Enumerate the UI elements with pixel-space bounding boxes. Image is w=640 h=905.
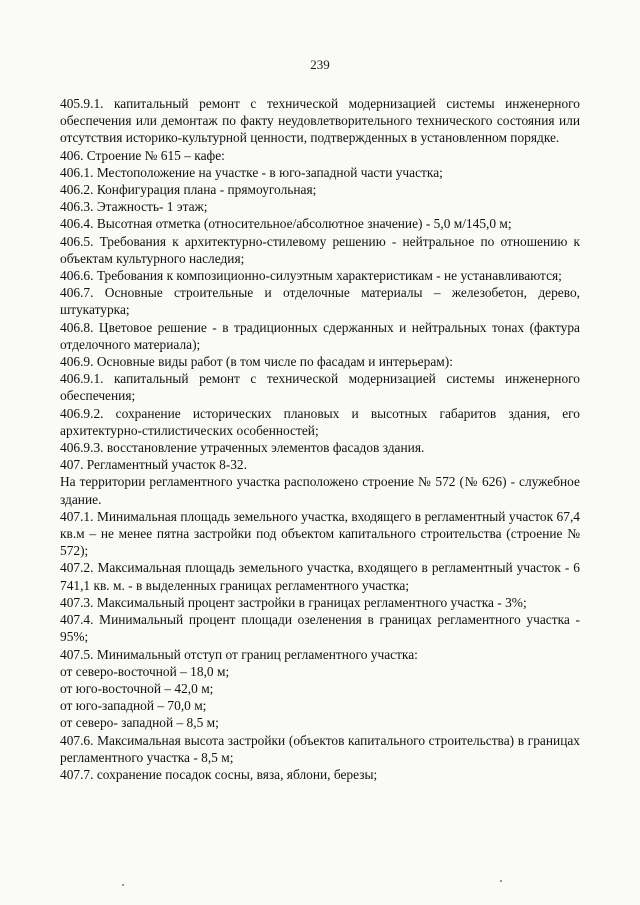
paragraph: от северо- западной – 8,5 м; xyxy=(60,715,219,731)
paragraph: 407.6. Максимальная высота застройки (объектов капитального строительства) в границах регламентного участка - 8,5 м; xyxy=(60,732,580,765)
scan-speck xyxy=(500,880,502,882)
paragraph: 407.3. Максимальный процент застройки в границах регламентного участка - 3%; xyxy=(60,594,527,610)
document-body xyxy=(60,95,580,783)
paragraph: 406.1. Местоположение на участке - в юго-западной части участка; xyxy=(60,164,443,180)
paragraph: На территории регламентного участка расположено строение № 572 (№ 626) - служебное здание. xyxy=(60,474,580,507)
paragraph: 406.4. Высотная отметка (относительное/абсолютное значение) - 5,0 м/145,0 м; xyxy=(60,216,512,232)
paragraph: от юго-восточной – 42,0 м; xyxy=(60,680,214,696)
paragraph: 407.7. сохранение посадок сосны, вяза, яблони, березы; xyxy=(60,766,378,782)
paragraph: 406. Строение № 615 – кафе: xyxy=(60,147,225,163)
page-number: 239 xyxy=(310,57,330,72)
paragraph: 406.8. Цветовое решение - в традиционных сдержанных и нейтральных тонах (фактура отделочного материала); xyxy=(60,319,580,352)
paragraph: 407.1. Минимальная площадь земельного участка, входящего в регламентный участок 67,4 кв.м – не менее пятна застройки под объектом капитального строительства (строение № 572); xyxy=(60,508,580,559)
paragraph: 406.9.3. восстановление утраченных элементов фасадов здания. xyxy=(60,440,425,456)
paragraph: 407. Регламентный участок 8-32. xyxy=(60,457,247,473)
paragraph: 406.9.2. сохранение исторических плановых и высотных габаритов здания, его архитектурно-стилистических особенностей; xyxy=(60,405,580,438)
paragraph: 407.2. Максимальная площадь земельного участка, входящего в регламентный участок - 6 741,1 кв. м. - в выделенных границах регламентного участка; xyxy=(60,560,580,593)
scan-speck xyxy=(122,884,124,886)
paragraph: 406.3. Этажность- 1 этаж; xyxy=(60,199,208,215)
paragraph: 406.9. Основные виды работ (в том числе по фасадам и интерьерам): xyxy=(60,354,453,370)
paragraph: 406.6. Требования к композиционно-силуэтным характеристикам - не устанавливаются; xyxy=(60,268,562,284)
paragraph: от юго-западной – 70,0 м; xyxy=(60,698,207,714)
paragraph: 405.9.1. капитальный ремонт с технической модернизацией системы инженерного обеспечения или демонтаж по факту неудовлетворительного технического состояния или отсутствия историко-культурной ценности, подтвержденных в установленном порядке. xyxy=(60,96,580,146)
paragraph: 407.5. Минимальный отступ от границ регламентного участка: xyxy=(60,646,418,662)
paragraph: 406.5. Требования к архитектурно-стилевому решению - нейтральное по отношению к объектам культурного наследия; xyxy=(60,233,580,266)
paragraph: 406.9.1. капитальный ремонт с технической модернизацией системы инженерного обеспечения; xyxy=(60,371,580,404)
paragraph: от северо-восточной – 18,0 м; xyxy=(60,663,230,679)
paragraph: 406.2. Конфигурация плана - прямоугольная; xyxy=(60,182,317,198)
paragraph: 406.7. Основные строительные и отделочные материалы – железобетон, дерево, штукатурка; xyxy=(60,285,580,318)
paragraph: 407.4. Минимальный процент площади озеленения в границах регламентного участка - 95%; xyxy=(60,612,580,645)
